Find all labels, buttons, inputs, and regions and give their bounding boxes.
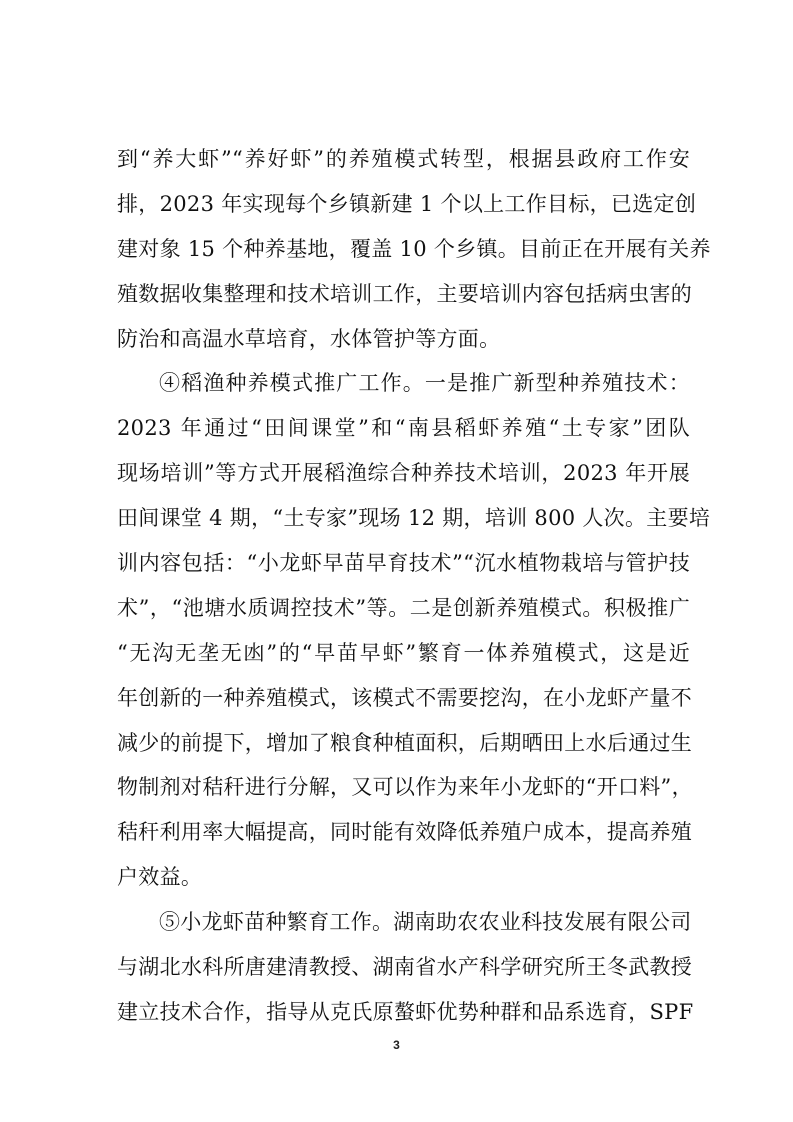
text-line: 到“养大虾”“养好虾”的养殖模式转型，根据县政府工作安 <box>117 147 690 171</box>
text-line: 建立技术合作，指导从克氏原螯虾优势种群和品系选育，SPF <box>117 999 694 1024</box>
text-line: ④稻渔种养模式推广工作。一是推广新型种养殖技术： <box>159 371 690 396</box>
text-line: 物制剂对秸秆进行分解，又可以作为来年小龙虾的“开口料”， <box>117 775 693 800</box>
text-line: 与湖北水科所唐建清教授、湖南省水产科学研究所王冬武教授 <box>117 955 693 980</box>
text-line: 户效益。 <box>117 865 203 890</box>
text-line: 田间课堂 4 期，“土专家”现场 12 期，培训 800 人次。主要培 <box>117 506 711 531</box>
text-line: 殖数据收集整理和技术培训工作，主要培训内容包括病虫害的 <box>117 281 693 306</box>
text-line: 建对象 15 个种养基地，覆盖 10 个乡镇。目前正在开展有关养 <box>117 236 711 261</box>
body-text <box>117 137 711 1035</box>
text-line: “无沟无垄无凼”的“早苗早虾”繁育一体养殖模式，这是近 <box>117 640 690 665</box>
text-line: 年创新的一种养殖模式，该模式不需要挖沟，在小龙虾产量不 <box>117 685 693 710</box>
text-line: 减少的前提下，增加了粮食种植面积，后期晒田上水后通过生 <box>117 730 693 755</box>
text-line: 训内容包括：“小龙虾早苗早育技术”“沉水植物栽培与管护技 <box>117 551 690 576</box>
text-line: 现场培训”等方式开展稻渔综合种养技术培训，2023 年开展 <box>117 461 690 486</box>
text-line: 防治和高温水草培育，水体管护等方面。 <box>117 326 501 351</box>
text-line: 秸秆利用率大幅提高，同时能有效降低养殖户成本，提高养殖 <box>117 820 693 845</box>
text-line: 排，2023 年实现每个乡镇新建 1 个以上工作目标，已选定创 <box>117 191 697 216</box>
text-line: 术”，“池塘水质调控技术”等。二是创新养殖模式。积极推广 <box>117 595 690 620</box>
text-line: 2023 年通过“田间课堂”和“南县稻虾养殖“土专家”团队 <box>117 416 690 441</box>
page-number: 3 <box>393 1038 400 1052</box>
text-line: ⑤小龙虾苗种繁育工作。湖南助农农业科技发展有限公司 <box>159 910 692 935</box>
